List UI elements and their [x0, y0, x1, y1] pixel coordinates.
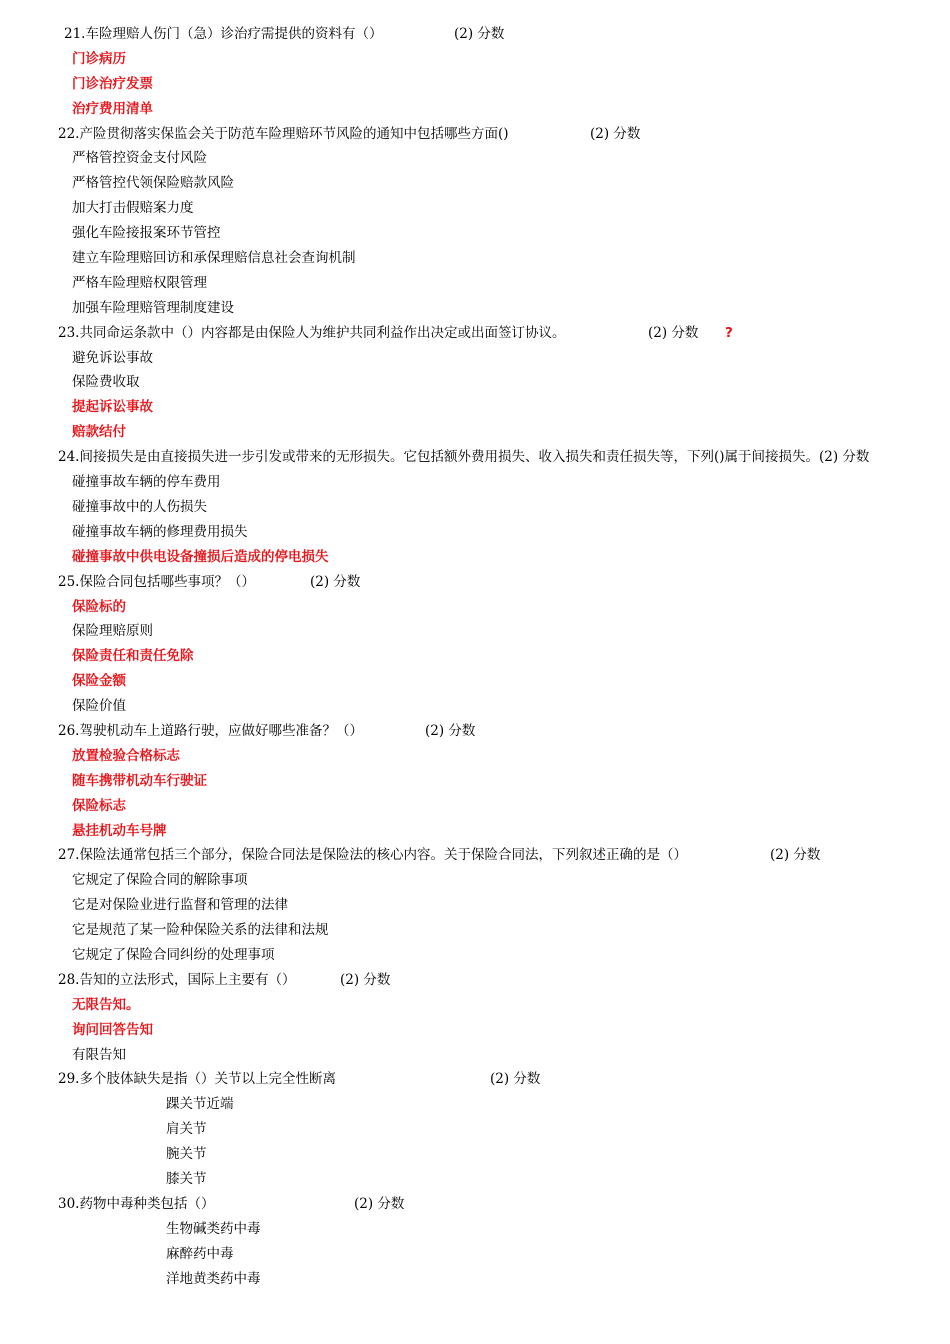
question-22: [0, 122, 950, 147]
question-28: [0, 968, 950, 993]
question-text: 车险理赔人伤门（急）诊治疗需提供的资料有（）: [85, 26, 383, 42]
option: 强化车险接报案环节管控: [72, 225, 221, 242]
option: 它规定了保险合同的解除事项: [72, 872, 248, 889]
question-number: 25.: [58, 573, 80, 590]
option-correct: 保险金额: [72, 673, 126, 690]
option: 建立车险理赔回访和承保理赔信息社会查询机制: [72, 250, 356, 267]
question-score: (2) 分数: [340, 971, 391, 988]
option-correct: 碰撞事故中供电设备撞损后造成的停电损失: [72, 548, 329, 565]
question-text: 多个肢体缺失是指（）关节以上完全性断离: [79, 1071, 336, 1088]
option: 它是规范了某一险种保险关系的法律和法规: [72, 922, 329, 939]
option-correct: 放置检验合格标志: [72, 747, 180, 764]
question-text: 间接损失是由直接损失进一步引发或带来的无形损失。它包括额外费用损失、收入损失和责任损失等，下列()属于间接损失。(2) 分数: [79, 449, 870, 466]
option: 它是对保险业进行监督和管理的法律: [72, 897, 288, 914]
option: 加强车险理赔管理制度建设: [72, 299, 234, 316]
question-score: (2) 分数: [310, 573, 361, 590]
question-30: [0, 1192, 950, 1217]
question-number: 29.: [58, 1071, 80, 1088]
question-21: [0, 22, 950, 47]
option: 严格管控资金支付风险: [72, 150, 207, 167]
question-number: 28.: [58, 971, 80, 988]
option-correct: 保险责任和责任免除: [72, 648, 194, 665]
question-text: 药物中毒种类包括（）: [79, 1195, 215, 1212]
option: 生物碱类药中毒: [166, 1220, 261, 1237]
option: 保险理赔原则: [72, 623, 153, 640]
option-correct: 提起诉讼事故: [72, 399, 153, 416]
question-23: [0, 321, 950, 346]
option-correct: 保险标志: [72, 797, 126, 814]
question-number: 21.: [64, 26, 86, 42]
question-number: 24.: [58, 449, 80, 466]
option-correct: 治疗费用清单: [72, 100, 153, 117]
question-score: (2) 分数: [425, 722, 476, 739]
option: 碰撞事故中的人伤损失: [72, 498, 207, 515]
question-score: (2) 分数: [454, 26, 505, 42]
question-score: (2) 分数: [490, 1071, 541, 1088]
question-score: (2) 分数: [770, 847, 821, 864]
option-correct: 悬挂机动车号牌: [72, 822, 167, 839]
option-correct: 赔款结付: [72, 424, 126, 441]
option: 腕关节: [166, 1146, 207, 1163]
option: 严格管控代领保险赔款风险: [72, 175, 234, 192]
option-correct: 询问回答告知: [72, 1021, 153, 1038]
question-number: 22.: [58, 125, 80, 142]
question-29: [0, 1067, 950, 1092]
question-number: 27.: [58, 847, 80, 864]
question-text: 告知的立法形式，国际上主要有（）: [79, 971, 296, 988]
question-25: [0, 570, 950, 595]
option: 膝关节: [166, 1170, 207, 1187]
question-number: 30.: [58, 1195, 80, 1212]
question-text: 保险合同包括哪些事项？（）: [79, 573, 255, 590]
option-correct: 门诊病历: [72, 50, 126, 67]
question-text: 驾驶机动车上道路行驶，应做好哪些准备？（）: [79, 722, 363, 739]
option: 有限告知: [72, 1046, 126, 1063]
option: 麻醉药中毒: [166, 1245, 234, 1262]
option-correct: 保险标的: [72, 598, 126, 615]
option-correct: 门诊治疗发票: [72, 75, 153, 92]
question-score: (2) 分数: [354, 1195, 405, 1212]
question-score: (2) 分数: [590, 125, 641, 142]
option: 它规定了保险合同纠纷的处理事项: [72, 946, 275, 963]
option: 加大打击假赔案力度: [72, 200, 194, 217]
question-number: 23.: [58, 324, 80, 341]
question-mark: ?: [725, 324, 733, 341]
question-text: 保险法通常包括三个部分，保险合同法是保险法的核心内容。关于保险合同法，下列叙述正确的是（）: [79, 847, 687, 864]
option: 碰撞事故车辆的修理费用损失: [72, 523, 248, 540]
option: 避免诉讼事故: [72, 349, 153, 366]
option: 严格车险理赔权限管理: [72, 274, 207, 291]
question-text: 共同命运条款中（）内容都是由保险人为维护共同利益作出决定或出面签订协议。: [79, 324, 566, 341]
question-number: 26.: [58, 722, 80, 739]
question-score: (2) 分数: [648, 324, 699, 341]
option: 碰撞事故车辆的停车费用: [72, 474, 221, 491]
option: 肩关节: [166, 1121, 207, 1138]
option: 保险费收取: [72, 374, 140, 391]
option-correct: 随车携带机动车行驶证: [72, 772, 207, 789]
question-24: [0, 445, 950, 470]
option: 洋地黄类药中毒: [166, 1270, 261, 1287]
question-27: [0, 843, 950, 868]
question-26: [0, 719, 950, 744]
exam-document: [0, 22, 950, 1291]
option-correct: 无限告知。: [72, 996, 140, 1013]
option: 踝关节近端: [166, 1096, 234, 1113]
question-text: 产险贯彻落实保监会关于防范车险理赔环节风险的通知中包括哪些方面(): [79, 125, 509, 142]
option: 保险价值: [72, 698, 126, 715]
